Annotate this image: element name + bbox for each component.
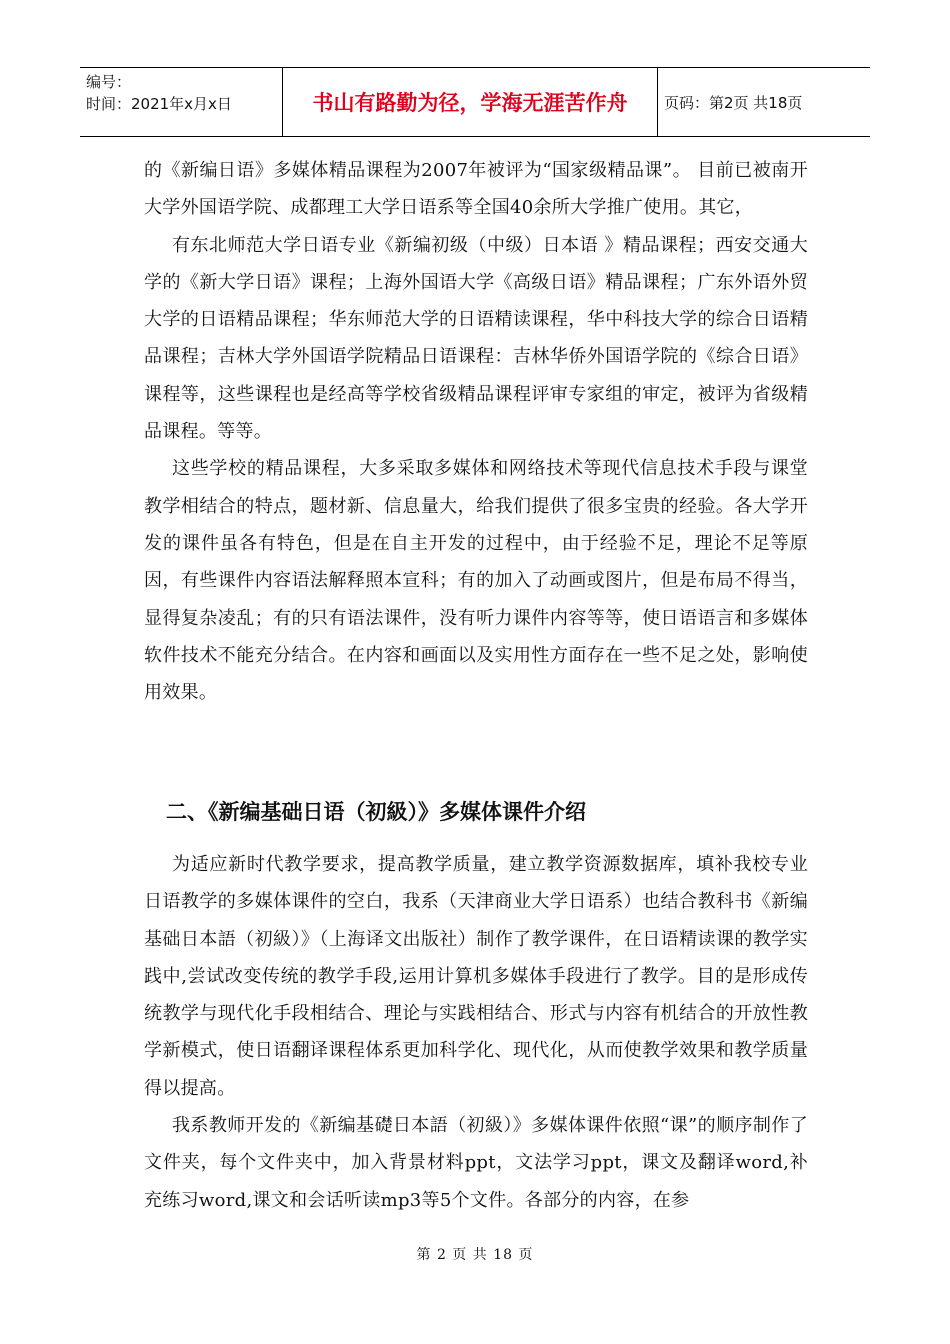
header-meta [80, 68, 283, 136]
document-date: 时间：2021年x月x日 [86, 95, 232, 113]
section-heading: 二、《新编基础日语（初級）》多媒体课件介绍 [166, 800, 586, 824]
page-footer: 第 2 页 共 18 页 [416, 1247, 534, 1263]
paragraph-3: 这些学校的精品课程，大多采取多媒体和网络技术等现代信息技术手段与课堂教学相结合的特点，题材新、信息量大，给我们提供了很多宝贵的经验。各大学开发的课件虽各有特色，但是在自主开发的过程中，由于经验不足，理论不足等原因，有些课件内容语法解释照本宣科；有的加入了动画或图片，但是布局不得当，显得复杂凌乱；有的只有语法课件，没有听力课件内容等等，使日语语言和多媒体软件技术不能充分结合。在内容和画面以及实用性方面存在一些不足之处，影响使用效果。 [144, 458, 808, 704]
paragraph-4: 为适应新时代教学要求，提高教学质量，建立教学资源数据库，填补我校专业日语教学的多媒体课件的空白，我系（天津商业大学日语系）也结合教科书《新编基础日本語（初級）》（上海译文出版社）制作了教学课件，在日语精读课的教学实践中,尝试改变传统的教学手段,运用计算机多媒体手段进行了教学。目的是形成传统教学与现代化手段相结合、理论与实践相结合、形式与内容有机结合的开放性教学新模式，使日语翻译课程体系更加科学化、现代化，从而使教学效果和教学质量得以提高。 [144, 854, 808, 1099]
paragraph-5: 我系教师开发的《新编基礎日本語（初級）》多媒体课件依照“课”的顺序制作了文件夹，每个文件夹中，加入背景材料ppt，文法学习ppt，课文及翻译word,补充练习word,课文和会话听读mp3等5个文件。各部分的内容，在参 [144, 1115, 808, 1211]
page-header [80, 67, 870, 137]
paragraph-2: 有东北师范大学日语专业《新编初级（中级）日本语 》精品课程；西安交通大学的《新大学日语》课程；上海外国语大学《高级日语》精品课程；广东外语外贸大学的日语精品课程；华东师范大学的日语精读课程，华中科技大学的综合日语精品课程；吉林大学外国语学院精品日语课程：吉林华侨外国语学院的《综合日语》课程等，这些课程也是经高等学校省级精品课程评审专家组的审定，被评为省级精品课程。等等。 [144, 234, 808, 443]
document-body [144, 152, 808, 711]
document-body-section-2 [144, 846, 808, 1219]
header-page-info: 页码：第2页 共18页 [664, 93, 803, 112]
header-motto: 书山有路勤为径，学海无涯苦作舟 [283, 68, 658, 136]
paragraph-1: 的《新编日语》多媒体精品课程为2007年被评为“国家级精品课”。 目前已被南开大学外国语学院、成都理工大学日语系等全国40余所大学推广使用。其它， [144, 160, 808, 219]
document-number: 编号： [86, 73, 132, 91]
